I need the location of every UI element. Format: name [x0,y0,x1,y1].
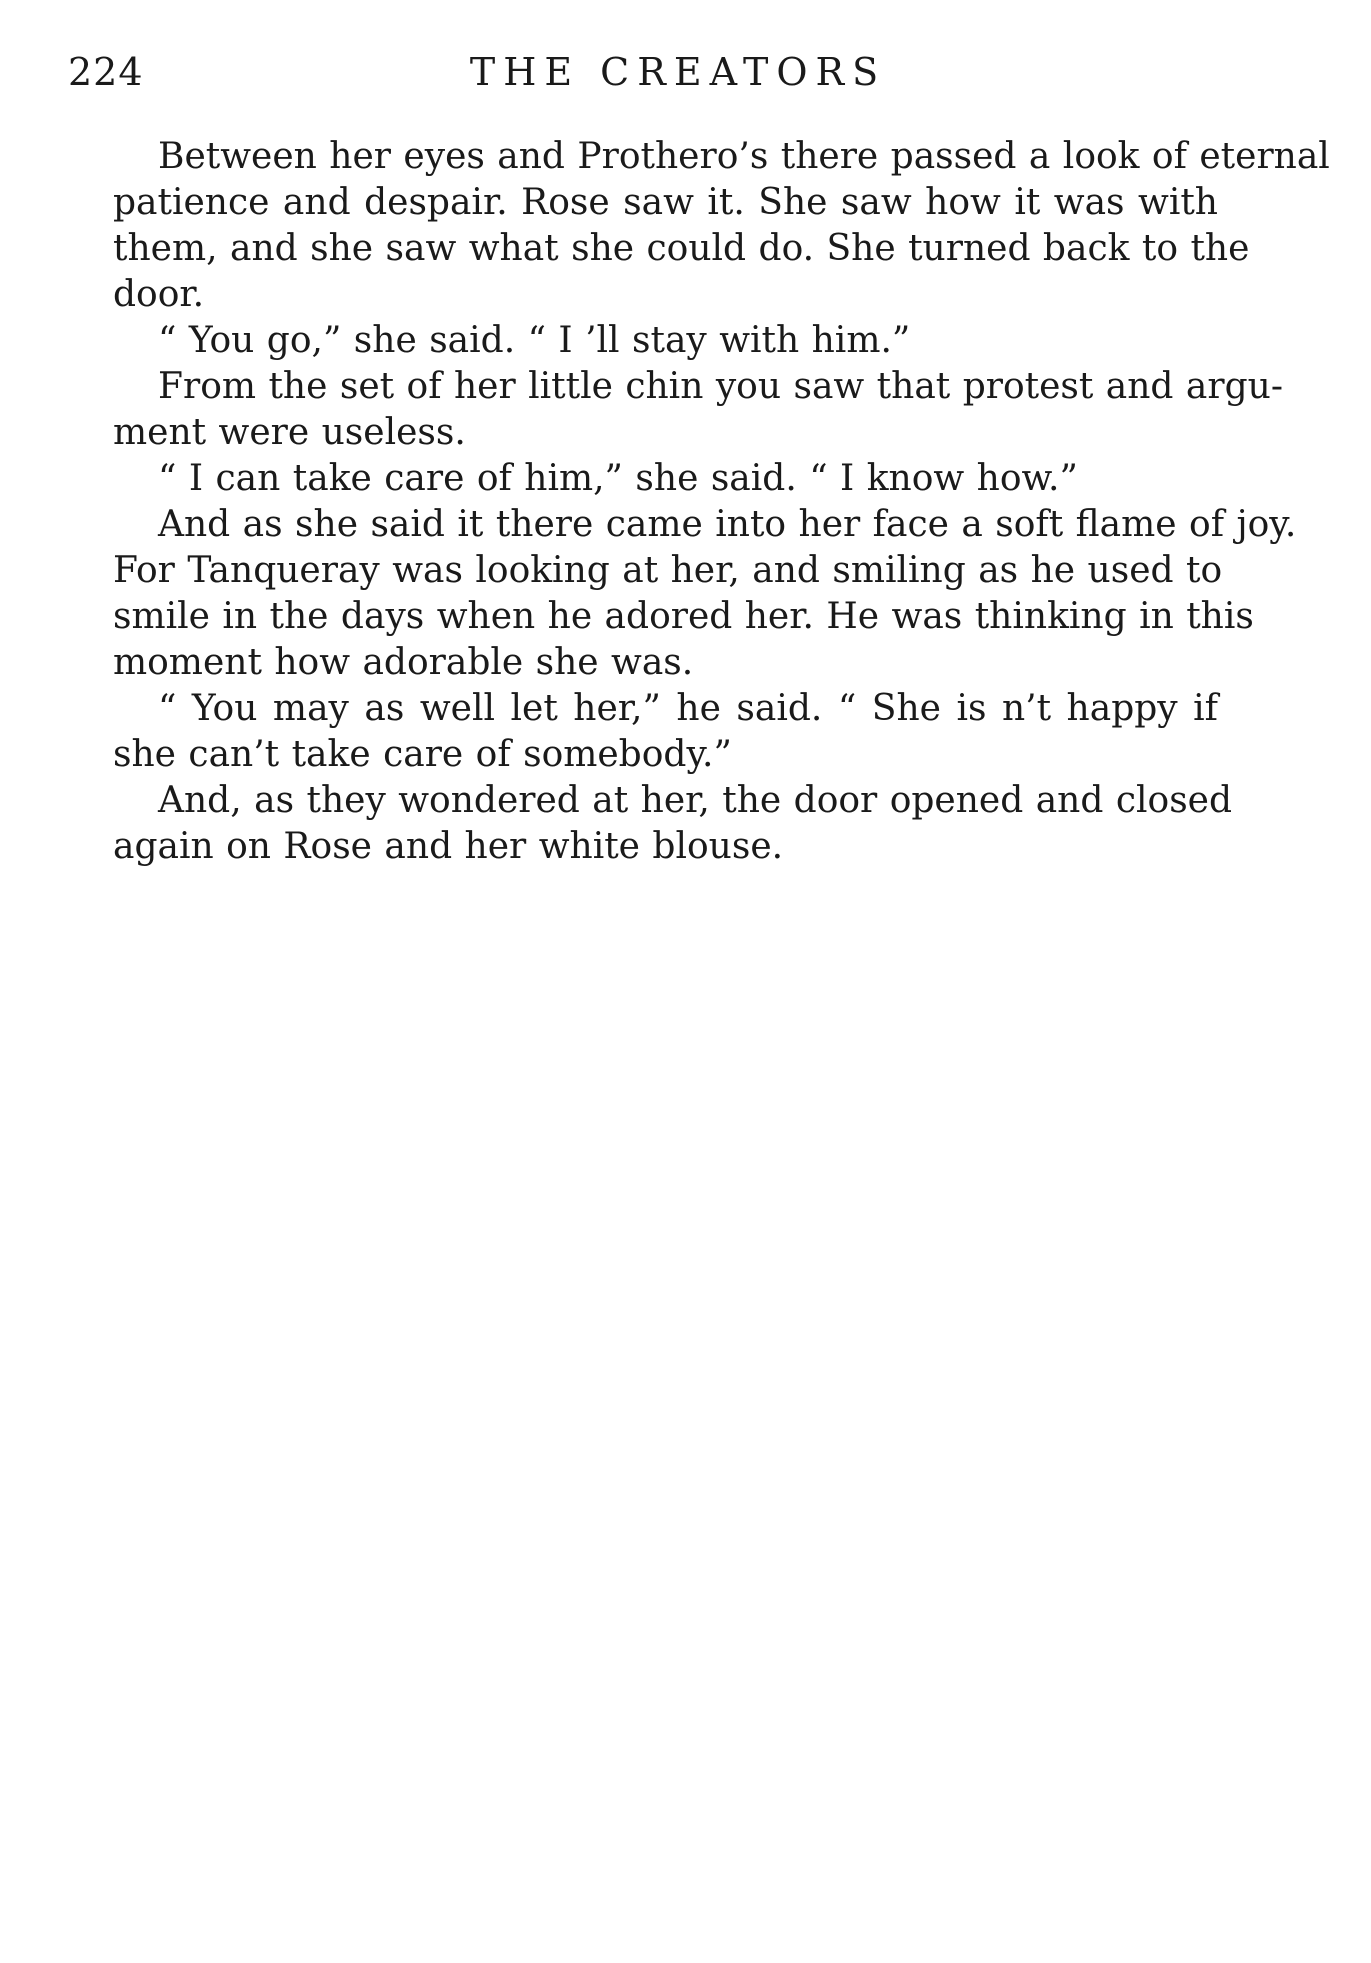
text-line: Between her eyes and Prothero’s there passed a look of eternal [158,136,1330,177]
text-line: For Tanqueray was looking at her, and smiling as he used to [113,550,1223,591]
page-number: 224 [68,50,144,94]
text-line: them, and she saw what she could do. She turned back to the [113,228,1250,269]
text-line: she can’t take care of somebody.” [113,734,732,775]
text-line: ment were useless. [113,412,466,453]
running-title: THE CREATORS [469,50,887,94]
text-line: patience and despair. Rose saw it. She saw how it was with [113,182,1218,223]
text-line: “ I can take care of him,” she said. “ I know how.” [158,458,1078,499]
text-line: moment how adorable she was. [113,642,694,683]
text-line: door. [113,274,205,315]
paragraph [68,134,1330,318]
paragraph [68,364,1283,456]
text-line: “ You go,” she said. “ I ’ll stay with him.” [158,320,911,361]
text-line: “ You may as well let her,” he said. “ She is n’t happy if [158,688,1218,729]
paragraph [68,686,1218,778]
text-line: And as she said it there came into her face a soft flame of joy. [158,504,1297,545]
paragraph [68,456,1218,502]
text-line: From the set of her little chin you saw that protest and argu- [158,366,1283,407]
text-line: again on Rose and her white blouse. [113,826,784,867]
text-line: smile in the days when he adored her. He was thinking in this [113,596,1254,637]
text-line: And, as they wondered at her, the door opened and closed [158,780,1233,821]
paragraph [68,778,1233,870]
paragraph [68,502,1297,686]
body-text [68,134,1330,870]
running-head [68,50,1218,110]
paragraph [68,318,1218,364]
